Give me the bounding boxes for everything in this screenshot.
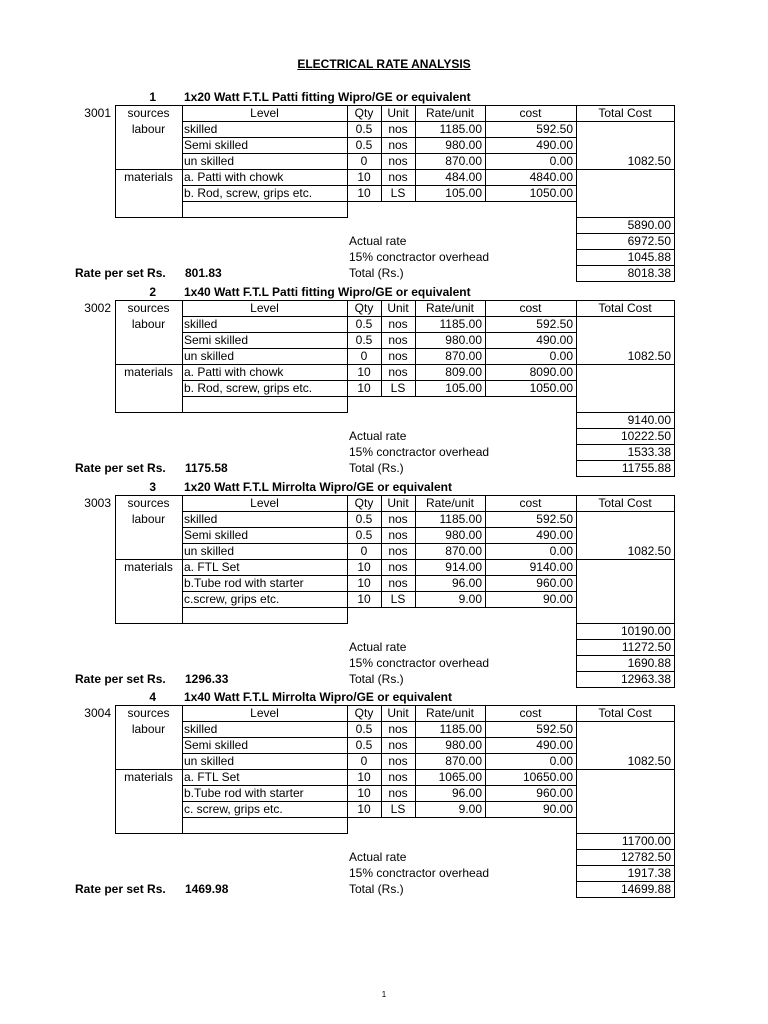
rate-per-set-label: Rate per set Rs.	[75, 672, 166, 686]
grid-line	[576, 881, 675, 882]
row-cost: 10650.00	[522, 770, 573, 784]
row-unit: nos	[388, 786, 408, 800]
row-qty: 0	[360, 154, 368, 168]
row-cost: 90.00	[542, 802, 573, 816]
grid-line	[576, 865, 675, 866]
grid-line	[576, 217, 675, 218]
grid-line	[347, 105, 348, 217]
grid-line	[576, 476, 675, 477]
row-level: Semi skilled	[184, 138, 249, 152]
row-cost: 0.00	[549, 154, 573, 168]
row-level: b. Rod, screw, grips etc.	[184, 186, 313, 200]
grid-line	[674, 705, 675, 898]
overhead-label: 15% conctractor overhead	[349, 445, 490, 459]
header-sources: sources	[127, 706, 170, 720]
row-qty: 10	[357, 381, 371, 395]
header-total-cost: Total Cost	[598, 301, 652, 315]
grid-line	[182, 185, 576, 186]
grid-line	[576, 705, 577, 897]
row-unit: nos	[388, 738, 408, 752]
grid-line	[182, 332, 576, 333]
row-rate: 980.00	[445, 528, 482, 542]
row-unit: nos	[388, 170, 408, 184]
row-cost: 490.00	[536, 738, 573, 752]
header-qty: Qty	[354, 106, 374, 120]
material-sum: 9140.00	[627, 413, 671, 427]
row-level: a. Patti with chowk	[184, 365, 284, 379]
labour-label: labour	[131, 122, 166, 136]
grid-line	[381, 300, 382, 396]
header-unit: Unit	[387, 496, 409, 510]
header-total-cost: Total Cost	[598, 106, 652, 120]
total-label: Total (Rs.)	[349, 266, 404, 280]
actual-rate-label: Actual rate	[349, 850, 407, 864]
rate-per-set-value: 1296.33	[185, 672, 229, 686]
grid-line	[182, 396, 576, 397]
header-sources: sources	[127, 106, 170, 120]
grid-line	[182, 769, 576, 770]
row-qty: 0	[360, 544, 368, 558]
row-unit: nos	[388, 544, 408, 558]
item-code: 3002	[84, 301, 111, 315]
labour-total: 1082.50	[627, 154, 671, 168]
row-qty: 10	[357, 186, 371, 200]
row-cost: 9140.00	[529, 560, 573, 574]
row-qty: 10	[357, 802, 371, 816]
grid-line	[381, 105, 382, 201]
grid-line	[485, 495, 486, 607]
row-cost: 0.00	[549, 349, 573, 363]
grid-line	[576, 655, 675, 656]
actual-rate-label: Actual rate	[349, 429, 407, 443]
row-level: b. Rod, screw, grips etc.	[184, 381, 313, 395]
row-rate: 105.00	[445, 381, 482, 395]
grid-line	[115, 769, 182, 770]
rate-per-set-label: Rate per set Rs.	[75, 882, 166, 896]
row-rate: 980.00	[445, 333, 482, 347]
row-qty: 0.5	[355, 138, 373, 152]
row-unit: nos	[388, 349, 408, 363]
row-qty: 10	[357, 365, 371, 379]
header-unit: Unit	[387, 706, 409, 720]
grid-line	[182, 705, 183, 833]
grid-line	[115, 412, 348, 413]
grid-line	[182, 300, 183, 412]
row-qty: 0.5	[355, 317, 373, 331]
grid-line	[485, 300, 486, 396]
labour-total: 1082.50	[627, 349, 671, 363]
header-qty: Qty	[354, 301, 374, 315]
grid-line	[485, 705, 486, 817]
materials-label: materials	[124, 365, 173, 379]
materials-label: materials	[124, 770, 173, 784]
grid-line	[576, 300, 577, 476]
row-qty: 10	[357, 170, 371, 184]
grid-line	[347, 705, 348, 833]
grid-line	[576, 460, 675, 461]
grid-line	[576, 639, 675, 640]
row-level: un skilled	[184, 544, 235, 558]
row-level: skilled	[184, 722, 218, 736]
grid-line	[576, 444, 675, 445]
grid-line	[415, 705, 416, 817]
header-cost: cost	[519, 301, 542, 315]
grid-line	[381, 495, 382, 607]
row-unit: nos	[388, 754, 408, 768]
header-rate: Rate/unit	[425, 106, 475, 120]
grid-line	[182, 801, 576, 802]
row-level: un skilled	[184, 349, 235, 363]
rate-section-1	[0, 89, 768, 280]
grid-line	[182, 511, 675, 512]
header-rate: Rate/unit	[425, 301, 475, 315]
grid-line	[182, 559, 576, 560]
row-level: c. screw, grips etc.	[184, 802, 283, 816]
item-title: 1x20 Watt F.T.L Patti fitting Wipro/GE or equivalent	[184, 90, 471, 104]
row-level: Semi skilled	[184, 528, 249, 542]
grid-line	[182, 137, 576, 138]
grid-line	[182, 785, 576, 786]
labour-total: 1082.50	[627, 754, 671, 768]
material-sum: 10190.00	[620, 624, 671, 638]
row-level: Semi skilled	[184, 738, 249, 752]
grid-line	[576, 769, 674, 770]
row-cost: 0.00	[549, 754, 573, 768]
grid-line	[576, 265, 675, 266]
item-number: 1	[149, 90, 156, 104]
header-level: Level	[250, 496, 279, 510]
grid-line	[576, 687, 675, 688]
grid-line	[182, 591, 576, 592]
grid-line	[576, 281, 675, 282]
grid-line	[674, 105, 675, 282]
actual-rate-value: 6972.50	[627, 234, 671, 248]
row-qty: 0.5	[355, 722, 373, 736]
grid-line	[182, 527, 576, 528]
item-number: 3	[149, 480, 156, 494]
row-cost: 1050.00	[529, 186, 573, 200]
grid-line	[576, 671, 675, 672]
grid-line	[576, 428, 675, 429]
row-qty: 10	[357, 576, 371, 590]
header-total-cost: Total Cost	[598, 496, 652, 510]
material-sum: 5890.00	[627, 218, 671, 232]
materials-label: materials	[124, 170, 173, 184]
row-unit: nos	[388, 365, 408, 379]
grid-line	[415, 105, 416, 201]
overhead-value: 1045.88	[627, 250, 671, 264]
header-cost: cost	[519, 706, 542, 720]
header-qty: Qty	[354, 496, 374, 510]
row-qty: 10	[357, 786, 371, 800]
row-cost: 490.00	[536, 333, 573, 347]
actual-rate-value: 10222.50	[620, 429, 671, 443]
row-unit: LS	[390, 802, 406, 816]
total-value: 12963.38	[620, 672, 671, 686]
header-level: Level	[250, 706, 279, 720]
total-value: 14699.88	[620, 882, 671, 896]
row-unit: nos	[388, 512, 408, 526]
grid-line	[115, 623, 348, 624]
row-qty: 0	[360, 349, 368, 363]
row-qty: 0.5	[355, 333, 373, 347]
row-rate: 9.00	[458, 802, 482, 816]
row-qty: 10	[357, 770, 371, 784]
row-rate: 1065.00	[438, 770, 482, 784]
grid-line	[115, 105, 675, 106]
row-rate: 1185.00	[439, 512, 482, 526]
row-unit: nos	[388, 317, 408, 331]
grid-line	[182, 817, 576, 818]
row-cost: 4840.00	[529, 170, 573, 184]
item-code: 3004	[84, 706, 111, 720]
grid-line	[347, 300, 348, 412]
row-level: b.Tube rod with starter	[184, 576, 304, 590]
grid-line	[182, 753, 576, 754]
rate-section-2	[0, 284, 768, 475]
grid-line	[415, 300, 416, 396]
grid-line	[182, 348, 576, 349]
grid-line	[115, 559, 182, 560]
header-unit: Unit	[387, 301, 409, 315]
item-title: 1x40 Watt F.T.L Patti fitting Wipro/GE or equivalent	[184, 285, 471, 299]
grid-line	[576, 364, 674, 365]
grid-line	[485, 105, 486, 201]
actual-rate-label: Actual rate	[349, 234, 407, 248]
grid-line	[182, 721, 675, 722]
row-unit: nos	[388, 333, 408, 347]
header-unit: Unit	[387, 106, 409, 120]
row-level: un skilled	[184, 154, 235, 168]
grid-line	[182, 607, 576, 608]
grid-line	[347, 495, 348, 623]
rate-per-set-value: 1469.98	[185, 882, 229, 896]
grid-line	[415, 495, 416, 607]
grid-line	[115, 705, 116, 833]
row-rate: 870.00	[445, 349, 482, 363]
grid-line	[576, 169, 674, 170]
row-cost: 0.00	[549, 544, 573, 558]
row-level: skilled	[184, 122, 218, 136]
header-rate: Rate/unit	[425, 706, 475, 720]
grid-line	[182, 316, 675, 317]
grid-line	[115, 105, 116, 217]
grid-line	[182, 153, 576, 154]
rate-per-set-label: Rate per set Rs.	[75, 461, 166, 475]
grid-line	[182, 575, 576, 576]
row-rate: 96.00	[451, 786, 482, 800]
row-qty: 10	[357, 560, 371, 574]
row-rate: 980.00	[445, 738, 482, 752]
row-unit: nos	[388, 722, 408, 736]
grid-line	[182, 105, 183, 217]
rate-per-set-label: Rate per set Rs.	[75, 266, 166, 280]
row-rate: 1185.00	[439, 722, 482, 736]
grid-line	[674, 300, 675, 477]
row-unit: nos	[388, 576, 408, 590]
actual-rate-value: 11272.50	[621, 640, 671, 654]
grid-line	[115, 300, 116, 412]
row-unit: LS	[390, 186, 406, 200]
row-qty: 0.5	[355, 528, 373, 542]
grid-line	[576, 623, 675, 624]
row-unit: nos	[388, 528, 408, 542]
item-number: 2	[149, 285, 156, 299]
row-rate: 914.00	[445, 560, 482, 574]
row-level: a. FTL Set	[184, 560, 240, 574]
row-rate: 96.00	[451, 576, 482, 590]
row-cost: 8090.00	[529, 365, 573, 379]
overhead-value: 1690.88	[627, 656, 671, 670]
item-code: 3001	[84, 106, 111, 120]
row-rate: 484.00	[445, 170, 482, 184]
row-cost: 1050.00	[529, 381, 573, 395]
grid-line	[182, 121, 675, 122]
grid-line	[381, 705, 382, 817]
grid-line	[576, 833, 675, 834]
header-sources: sources	[127, 496, 170, 510]
grid-line	[576, 495, 577, 687]
item-number: 4	[149, 690, 156, 704]
total-label: Total (Rs.)	[349, 461, 404, 475]
header-level: Level	[250, 301, 279, 315]
grid-line	[182, 201, 576, 202]
row-qty: 0.5	[355, 738, 373, 752]
grid-line	[576, 412, 675, 413]
row-rate: 9.00	[458, 592, 482, 606]
header-total-cost: Total Cost	[598, 706, 652, 720]
row-rate: 809.00	[445, 365, 482, 379]
grid-line	[182, 169, 576, 170]
row-unit: nos	[388, 154, 408, 168]
row-rate: 870.00	[445, 544, 482, 558]
row-cost: 592.50	[536, 512, 573, 526]
actual-rate-label: Actual rate	[349, 640, 407, 654]
row-level: skilled	[184, 317, 218, 331]
row-level: a. Patti with chowk	[184, 170, 284, 184]
row-unit: LS	[390, 592, 406, 606]
material-sum: 11700.00	[621, 834, 671, 848]
grid-line	[182, 495, 183, 623]
row-level: un skilled	[184, 754, 235, 768]
row-qty: 0.5	[355, 512, 373, 526]
total-label: Total (Rs.)	[349, 882, 404, 896]
grid-line	[576, 559, 674, 560]
overhead-label: 15% conctractor overhead	[349, 250, 490, 264]
row-cost: 90.00	[542, 592, 573, 606]
row-rate: 980.00	[445, 138, 482, 152]
row-cost: 592.50	[536, 317, 573, 331]
row-unit: nos	[388, 560, 408, 574]
rate-section-4	[0, 689, 768, 896]
row-qty: 10	[357, 592, 371, 606]
header-qty: Qty	[354, 706, 374, 720]
row-unit: nos	[388, 770, 408, 784]
page-number: 1	[381, 990, 387, 999]
grid-line	[115, 495, 116, 623]
row-rate: 1185.00	[439, 122, 482, 136]
row-level: skilled	[184, 512, 218, 526]
row-cost: 592.50	[536, 122, 573, 136]
grid-line	[182, 364, 576, 365]
labour-total: 1082.50	[627, 544, 671, 558]
total-value: 8018.38	[627, 266, 671, 280]
row-level: Semi skilled	[184, 333, 249, 347]
rate-per-set-value: 1175.58	[185, 461, 228, 475]
rate-per-set-value: 801.83	[185, 266, 222, 280]
grid-line	[115, 169, 182, 170]
grid-line	[115, 300, 675, 301]
total-label: Total (Rs.)	[349, 672, 404, 686]
grid-line	[674, 495, 675, 688]
row-unit: nos	[388, 122, 408, 136]
grid-line	[576, 249, 675, 250]
grid-line	[576, 849, 675, 850]
item-code: 3003	[84, 496, 111, 510]
labour-label: labour	[131, 512, 166, 526]
row-qty: 0.5	[355, 122, 373, 136]
row-cost: 490.00	[536, 138, 573, 152]
row-cost: 960.00	[536, 576, 573, 590]
grid-line	[576, 105, 577, 281]
grid-line	[115, 217, 348, 218]
row-qty: 0	[360, 754, 368, 768]
row-level: b.Tube rod with starter	[184, 786, 304, 800]
overhead-label: 15% conctractor overhead	[349, 866, 490, 880]
row-level: c.screw, grips etc.	[184, 592, 280, 606]
overhead-value: 1533.38	[627, 445, 671, 459]
item-title: 1x20 Watt F.T.L Mirrolta Wipro/GE or equivalent	[184, 480, 452, 494]
row-cost: 490.00	[536, 528, 573, 542]
actual-rate-value: 12782.50	[620, 850, 671, 864]
materials-label: materials	[124, 560, 173, 574]
item-title: 1x40 Watt F.T.L Mirrolta Wipro/GE or equivalent	[184, 690, 452, 704]
header-cost: cost	[519, 106, 542, 120]
grid-line	[115, 705, 675, 706]
grid-line	[182, 543, 576, 544]
header-rate: Rate/unit	[425, 496, 475, 510]
row-unit: LS	[390, 381, 406, 395]
row-rate: 1185.00	[439, 317, 482, 331]
grid-line	[182, 737, 576, 738]
grid-line	[576, 233, 675, 234]
row-unit: nos	[388, 138, 408, 152]
header-sources: sources	[127, 301, 170, 315]
row-rate: 105.00	[445, 186, 482, 200]
labour-label: labour	[131, 722, 166, 736]
row-cost: 960.00	[536, 786, 573, 800]
header-cost: cost	[519, 496, 542, 510]
rate-section-3	[0, 479, 768, 686]
row-rate: 870.00	[445, 154, 482, 168]
total-value: 11755.88	[621, 461, 671, 475]
overhead-value: 1917.38	[627, 866, 671, 880]
overhead-label: 15% conctractor overhead	[349, 656, 490, 670]
grid-line	[576, 897, 675, 898]
row-cost: 592.50	[536, 722, 573, 736]
grid-line	[115, 364, 182, 365]
page-title: ELECTRICAL RATE ANALYSIS	[297, 57, 471, 71]
grid-line	[115, 495, 675, 496]
row-level: a. FTL Set	[184, 770, 240, 784]
grid-line	[182, 380, 576, 381]
labour-label: labour	[131, 317, 166, 331]
header-level: Level	[250, 106, 279, 120]
row-rate: 870.00	[445, 754, 482, 768]
grid-line	[115, 833, 348, 834]
